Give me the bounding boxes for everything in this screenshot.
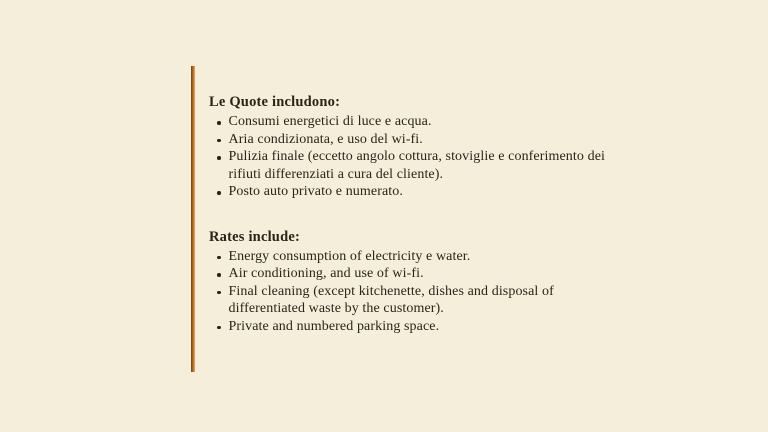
bullet-list-italian — [209, 113, 619, 201]
bullet-list-english — [209, 248, 619, 336]
bullet-icon — [217, 156, 221, 160]
section-quotes-italian — [209, 93, 619, 201]
bullet-icon — [217, 291, 221, 295]
list-item — [209, 113, 619, 131]
section-title-english: Rates include: — [209, 228, 301, 245]
vertical-accent-line — [191, 66, 195, 372]
bullet-icon — [217, 273, 221, 277]
list-item — [209, 183, 619, 201]
list-item-text: Pulizia finale (eccetto angolo cottura, stoviglie e conferimento dei rifiuti differenziati a cura del cliente). — [228, 149, 605, 182]
bullet-icon — [217, 191, 221, 195]
list-item — [209, 148, 619, 183]
list-item-text: Energy consumption of electricity e water. — [228, 248, 471, 264]
list-item-text: Final cleaning (except kitchenette, dishes and disposal of differentiated waste by the customer). — [228, 283, 554, 316]
section-title-italian: Le Quote includono: — [209, 94, 341, 110]
content-area — [209, 93, 619, 335]
list-item-text: Aria condizionata, e uso del wi-fi. — [228, 131, 423, 147]
bullet-icon — [217, 326, 221, 330]
bullet-icon — [217, 139, 221, 143]
list-item-text: Private and numbered parking space. — [228, 318, 440, 334]
section-rates-english — [209, 228, 619, 336]
list-item — [209, 283, 619, 318]
list-item-text: Posto auto privato e numerato. — [228, 184, 403, 199]
list-item — [209, 248, 619, 266]
list-item — [209, 131, 619, 149]
list-item-text: Air conditioning, and use of wi-fi. — [228, 266, 424, 281]
list-item — [209, 265, 619, 283]
bullet-icon — [217, 256, 221, 260]
list-item — [209, 318, 619, 336]
bullet-icon — [217, 121, 221, 125]
list-item-text: Consumi energetici di luce e acqua. — [228, 114, 432, 129]
